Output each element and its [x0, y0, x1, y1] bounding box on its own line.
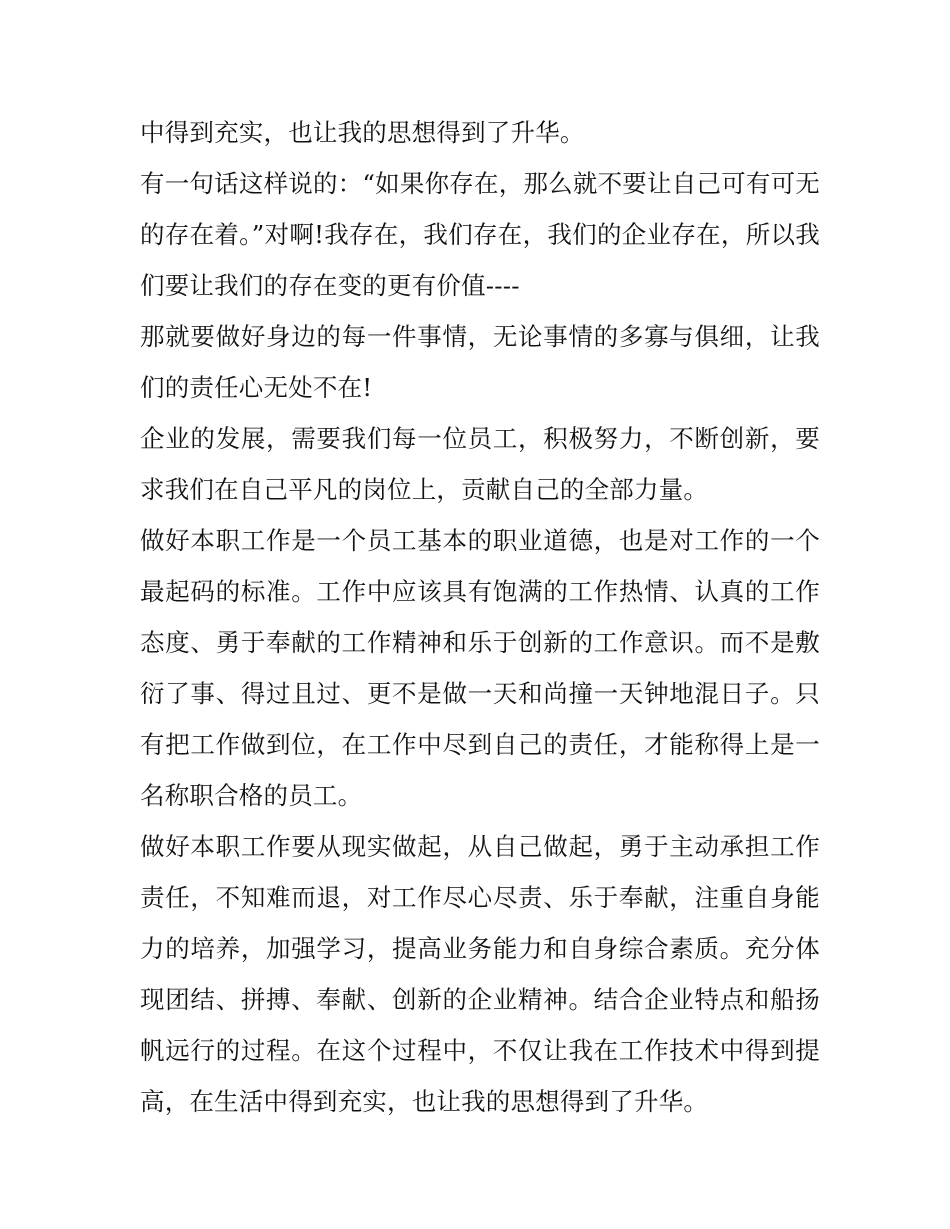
paragraph-4: 企业的发展，需要我们每一位员工，积极努力，不断创新，要求我们在自己平凡的岗位上，贡献自己的全部力量。	[140, 424, 820, 504]
paragraph-1: 中得到充实，也让我的思想得到了升华。	[140, 118, 585, 147]
document-body	[140, 107, 820, 1127]
paragraph-6: 做好本职工作要从现实做起，从自己做起，勇于主动承担工作责任，不知难而退，对工作尽心尽责、乐于奉献，注重自身能力的培养，加强学习，提高业务能力和自身综合素质。充分体现团结、拼搏、奉献、创新的企业精神。结合企业特点和船扬帆远行的过程。在这个过程中，不仅让我在工作技术中得到提高，在生活中得到充实，也让我的思想得到了升华。	[140, 832, 820, 1116]
paragraph-2: 有一句话这样说的：“如果你存在，那么就不要让自己可有可无的存在着。”对啊!我存在，我们存在，我们的企业存在，所以我们要让我们的存在变的更有价值----	[140, 169, 820, 300]
paragraph-3: 那就要做好身边的每一件事情，无论事情的多寡与俱细，让我们的责任心无处不在!	[140, 322, 820, 402]
paragraph-5: 做好本职工作是一个员工基本的职业道德，也是对工作的一个最起码的标准。工作中应该具有饱满的工作热情、认真的工作态度、勇于奉献的工作精神和乐于创新的工作意识。而不是敷衍了事、得过且过、更不是做一天和尚撞一天钟地混日子。只有把工作做到位，在工作中尽到自己的责任，才能称得上是一名称职合格的员工。	[140, 526, 820, 810]
